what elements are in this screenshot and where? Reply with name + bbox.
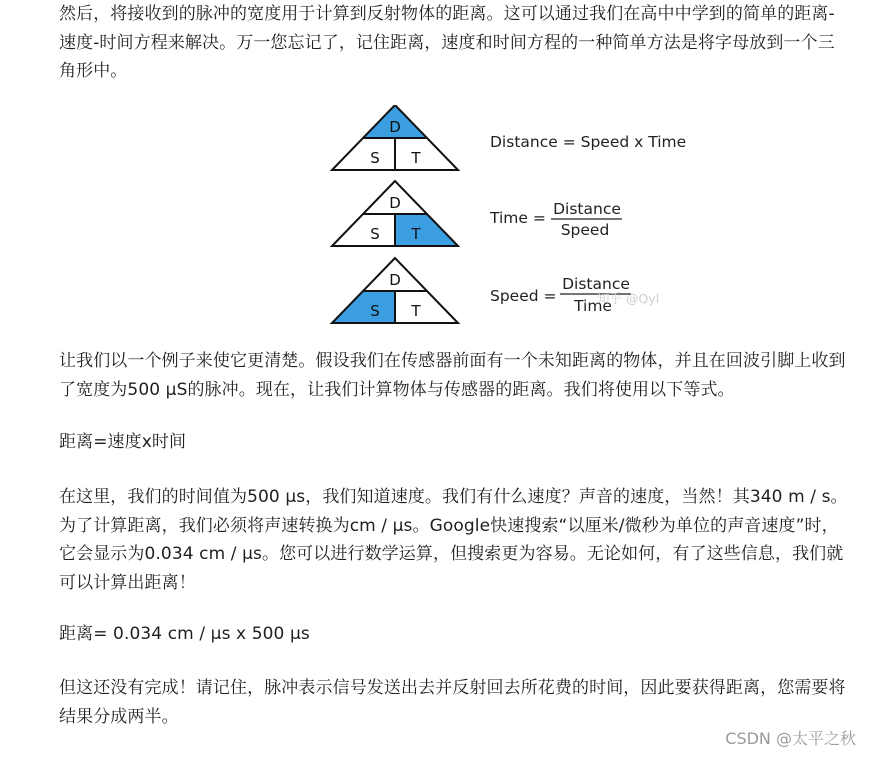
- formula-distance: Distance = Speed x Time: [490, 133, 687, 151]
- paragraph-equation: 距离=速度x时间: [59, 432, 187, 452]
- image-watermark: 知乎 @Qyl: [597, 291, 660, 306]
- triangle-letter-t: T: [411, 149, 421, 167]
- triangle-letter-t: T: [411, 302, 421, 320]
- paragraph-intro: 然后，将接收到的脉冲的宽度用于计算到反射物体的距离。这可以通过我们在高中中学到的简单的距离-速度-时间方程来解决。万一您忘记了，记住距离，速度和时间方程的一种简单方法是将字母放到一个三角形中。: [59, 4, 835, 81]
- triangle-letter-s: S: [370, 225, 380, 243]
- formula-time-numerator: Distance: [553, 200, 621, 218]
- paragraph-halve-result: 但这还没有完成！请记住，脉冲表示信号发送出去并反射回去所花费的时间，因此要获得距离，您需要将结果分成两半。: [59, 678, 846, 727]
- triangle-speed: [332, 258, 458, 323]
- formula-time-denominator: Speed: [560, 221, 610, 239]
- paragraph-example: 让我们以一个例子来使它更清楚。假设我们在传感器前面有一个未知距离的物体，并且在回波引脚上收到了宽度为500 µS的脉冲。现在，让我们计算物体与传感器的距离。我们将使用以下等式。: [59, 351, 846, 400]
- triangle-letter-d: D: [389, 118, 401, 136]
- formula-speed-label: Speed =: [490, 287, 557, 305]
- triangle-letter-d: D: [389, 271, 401, 289]
- triangle-letter-s: S: [370, 302, 380, 320]
- triangle-letter-d: D: [389, 194, 401, 212]
- paragraph-speed-of-sound: 在这里，我们的时间值为500 µs，我们知道速度。我们有什么速度？声音的速度，当然！其340 m / s。为了计算距离，我们必须将声速转换为cm / µs。Google快速搜索“以厘米/微秒为单位的声音速度”时，它会显示为0.034 cm / µs。您可以进行数学运算，但搜索更为容易。无论如何，有了这些信息，我们就可以计算出距离！: [59, 487, 848, 593]
- triangle-distance: [332, 105, 458, 170]
- triangle-time: [332, 181, 458, 246]
- formula-speed-numerator: Distance: [562, 275, 630, 293]
- triangle-letter-s: S: [370, 149, 380, 167]
- formula-time-label: Time =: [490, 209, 546, 227]
- triangle-letter-t: T: [411, 225, 421, 243]
- triangle-right-highlight: [395, 214, 458, 246]
- dst-triangle-svg: [329, 105, 689, 327]
- csdn-watermark: CSDN @太平之秋: [725, 729, 856, 748]
- dst-triangle-figure: [329, 105, 689, 327]
- triangle-left-highlight: [332, 291, 395, 323]
- paragraph-calculation: 距离= 0.034 cm / µs x 500 µs: [59, 624, 310, 644]
- formula-speed-denominator: Time: [574, 297, 612, 315]
